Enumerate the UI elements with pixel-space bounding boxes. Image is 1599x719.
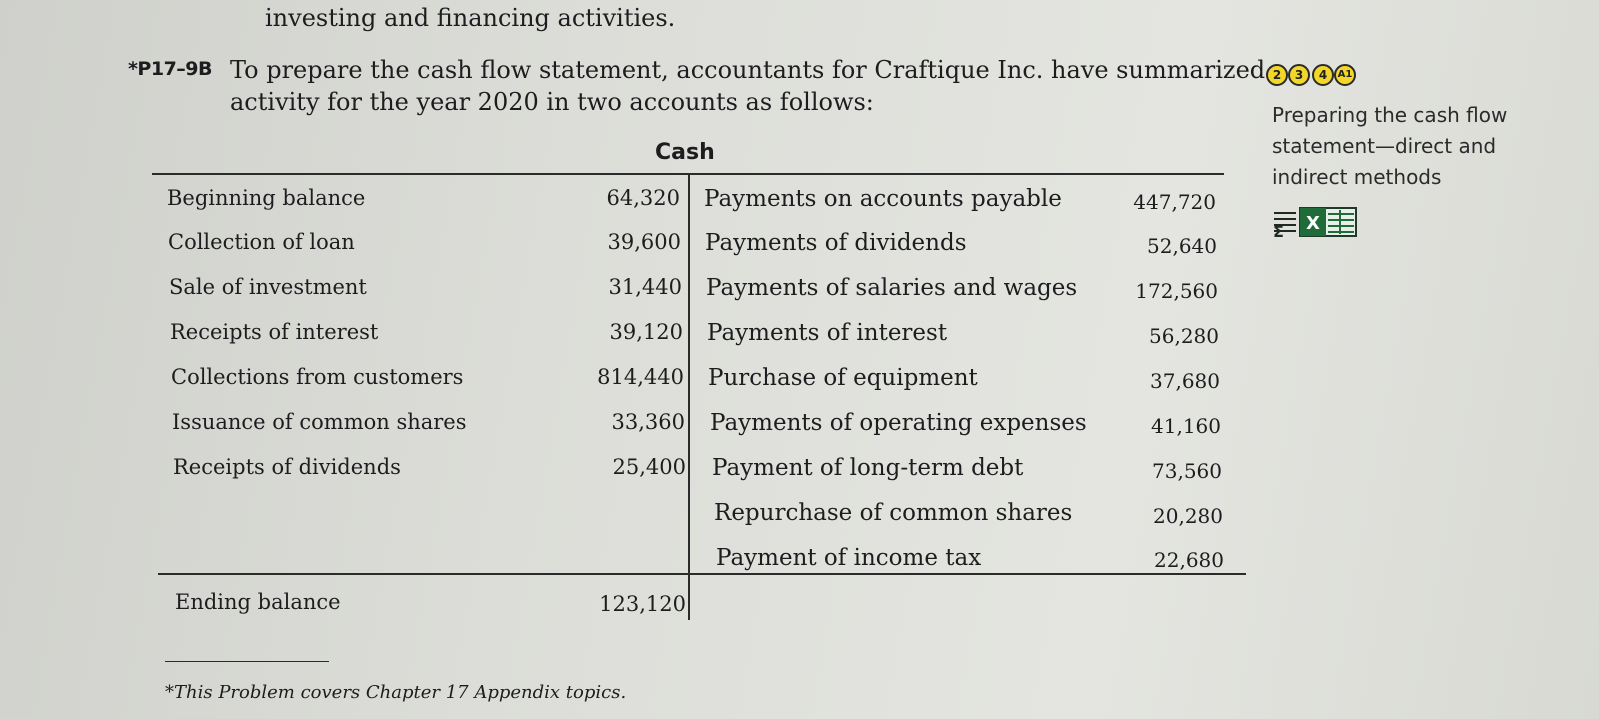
debit-label: Receipts of interest: [170, 320, 379, 344]
problem-statement-line-2: activity for the year 2020 in two accounts as follows:: [230, 88, 874, 116]
excel-spreadsheet-icon: [1270, 204, 1362, 238]
credit-amount: 172,560: [1135, 279, 1218, 303]
debit-label: Issuance of common shares: [172, 410, 467, 434]
credit-label: Payments of interest: [707, 320, 948, 346]
svg-text:Σ: Σ: [1273, 222, 1284, 238]
objective-badge: 2: [1266, 64, 1288, 86]
debit-label: Collection of loan: [168, 230, 355, 254]
credit-label: Payments of dividends: [705, 230, 967, 256]
credit-amount: 56,280: [1149, 324, 1219, 348]
debit-label: Receipts of dividends: [173, 455, 401, 479]
credit-label: Purchase of equipment: [708, 365, 978, 391]
credit-amount: 22,680: [1154, 548, 1224, 572]
debit-label: Sale of investment: [169, 275, 367, 299]
objective-badge: 3: [1288, 64, 1310, 86]
account-title: Cash: [655, 140, 715, 165]
credit-amount: 52,640: [1147, 234, 1217, 258]
problem-number: *P17–9B: [128, 58, 213, 80]
credit-amount: 447,720: [1133, 190, 1216, 214]
credit-label: Repurchase of common shares: [714, 500, 1073, 526]
objective-label: Preparing the cash flow statement—direct and indirect methods: [1272, 103, 1508, 189]
credit-amount: 20,280: [1153, 504, 1223, 528]
ending-balance-amount: 123,120: [599, 592, 686, 616]
objective-badge: 4: [1312, 64, 1334, 86]
footnote: *This Problem covers Chapter 17 Appendix topics.: [165, 682, 627, 703]
credit-label: Payments on accounts payable: [704, 186, 1062, 212]
debit-amount: 39,120: [609, 320, 683, 344]
preceding-text-line: investing and financing activities.: [265, 4, 676, 32]
debit-label: Beginning balance: [167, 186, 366, 210]
debit-amount: 39,600: [607, 230, 681, 254]
debit-amount: 25,400: [612, 455, 686, 479]
debit-amount: 33,360: [611, 410, 685, 434]
debit-amount: 31,440: [608, 275, 682, 299]
problem-statement-line-1: To prepare the cash flow statement, accountants for Craftique Inc. have summarized: [230, 56, 1266, 84]
credit-amount: 73,560: [1152, 459, 1222, 483]
svg-text:X: X: [1306, 213, 1320, 234]
credit-amount: 41,160: [1151, 414, 1221, 438]
objective-badge: A1: [1334, 64, 1356, 86]
credit-label: Payments of salaries and wages: [706, 275, 1078, 301]
debit-amount: 64,320: [606, 186, 680, 210]
ending-balance-label: Ending balance: [175, 590, 341, 614]
footnote-rule: [165, 661, 329, 662]
debit-amount: 814,440: [597, 365, 684, 389]
credit-label: Payments of operating expenses: [710, 410, 1087, 436]
debit-label: Collections from customers: [171, 365, 464, 389]
credit-amount: 37,680: [1150, 369, 1220, 393]
t-account-divider: [688, 174, 690, 620]
t-account-total-rule: [158, 573, 1246, 575]
credit-label: Payment of long-term debt: [712, 455, 1024, 481]
credit-label: Payment of income tax: [716, 545, 982, 571]
